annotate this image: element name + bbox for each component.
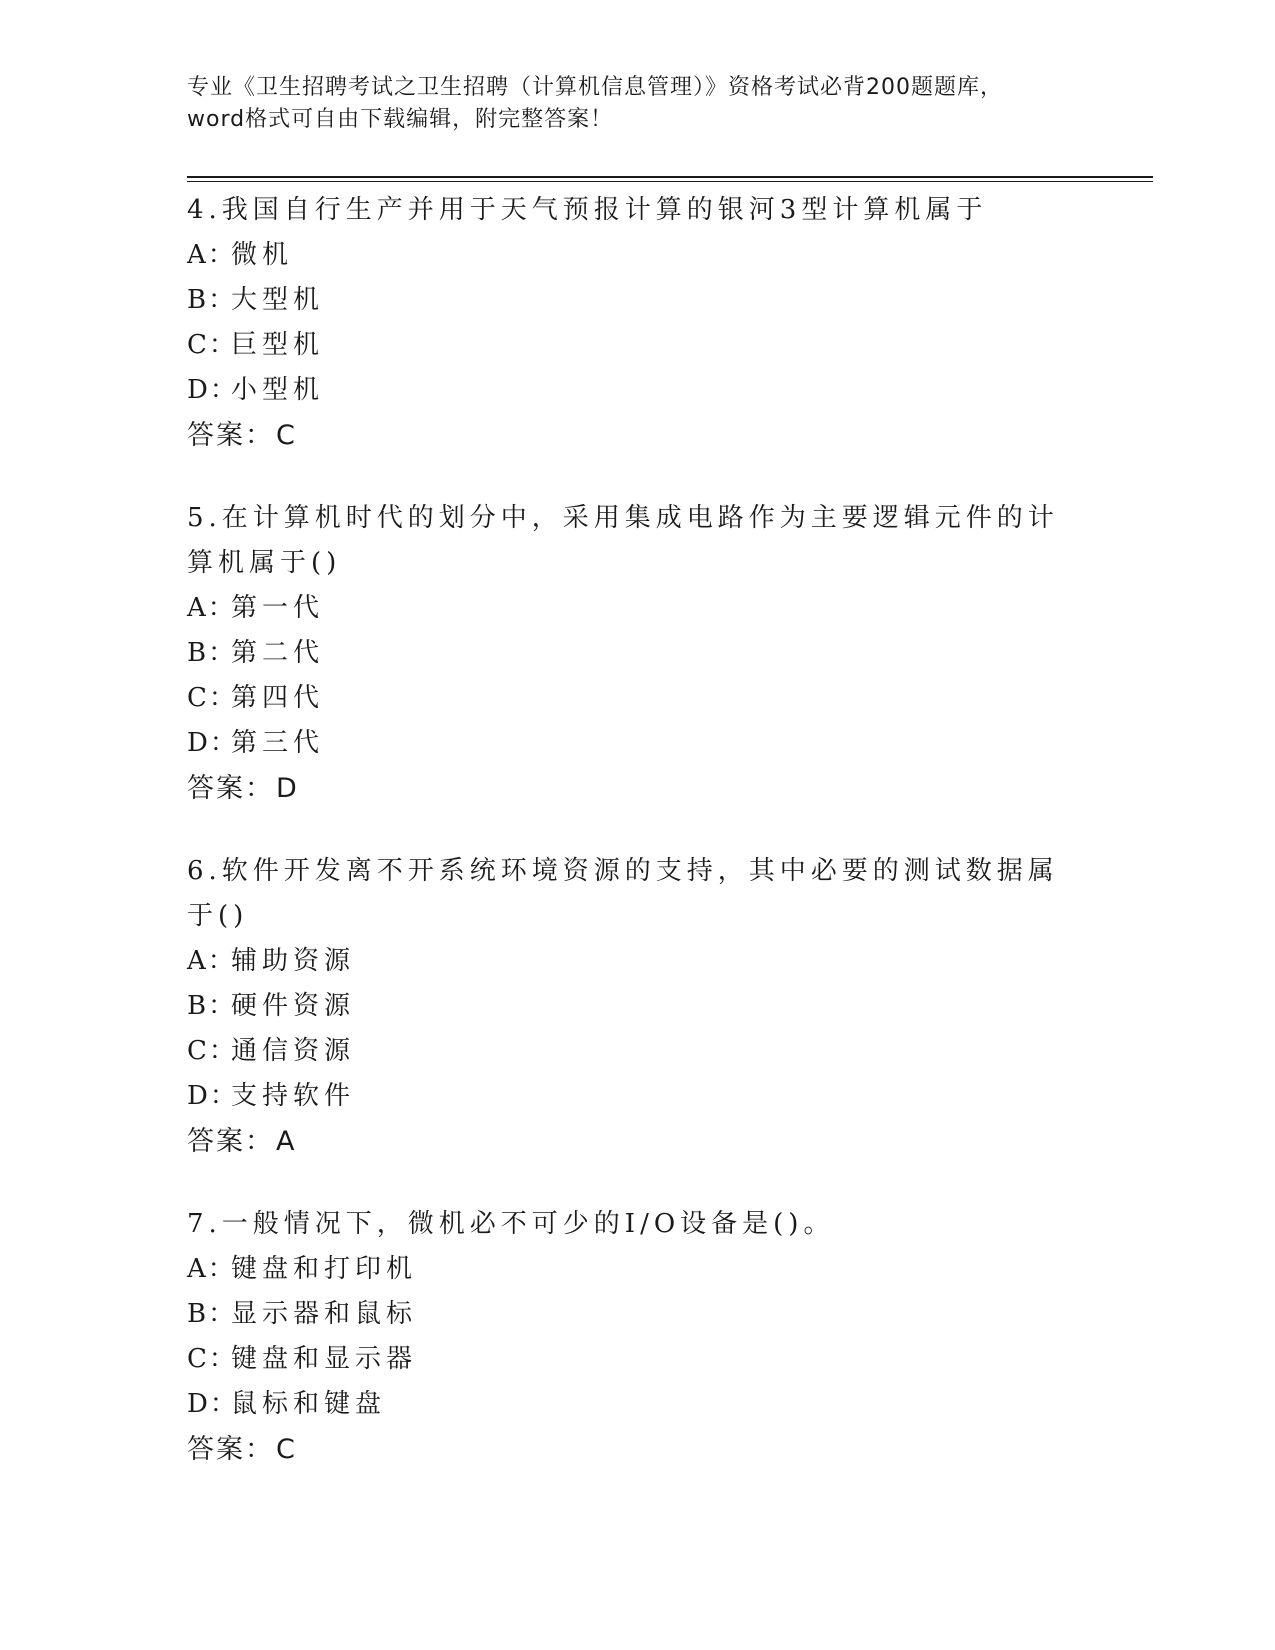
option-text: 通信资源 (231, 1036, 356, 1066)
option-text: 微机 (231, 240, 294, 270)
option-b (187, 984, 1087, 1029)
option-text: 辅助资源 (231, 946, 356, 976)
question-text: 4.我国自行生产并用于天气预报计算的银河3型计算机属于 (187, 195, 988, 225)
option-a (187, 233, 1087, 278)
option-d (187, 368, 1087, 413)
option-a (187, 939, 1087, 984)
option-letter: C： (187, 683, 237, 713)
answer-value: A (276, 1126, 297, 1157)
option-text: 第二代 (231, 638, 325, 668)
question-6 (187, 849, 1087, 1164)
header-line-2: word格式可自由下载编辑，附完整答案！ (187, 107, 614, 132)
option-text: 显示器和鼠标 (231, 1299, 418, 1329)
option-letter: A： (187, 240, 236, 270)
option-b (187, 1292, 1087, 1337)
question-5 (187, 496, 1087, 811)
option-letter: D： (187, 1081, 238, 1111)
option-text: 第三代 (231, 728, 325, 758)
header-line-1: 专业《卫生招聘考试之卫生招聘（计算机信息管理）》资格考试必背200题题库， (187, 75, 1003, 100)
answer-line (187, 1119, 1087, 1164)
option-c (187, 323, 1087, 368)
question-text: 7.一般情况下，微机必不可少的I/O设备是()。 (187, 1209, 835, 1239)
header-divider-thick (187, 176, 1153, 178)
answer-value: D (276, 773, 299, 804)
option-text: 第一代 (231, 593, 325, 623)
option-a (187, 586, 1087, 631)
option-a (187, 1247, 1087, 1292)
option-letter: D： (187, 375, 238, 405)
option-letter: C： (187, 1344, 237, 1374)
option-b (187, 631, 1087, 676)
option-text: 键盘和显示器 (231, 1344, 418, 1374)
option-text: 小型机 (231, 375, 325, 405)
answer-line (187, 766, 1087, 811)
option-c (187, 676, 1087, 721)
option-text: 键盘和打印机 (231, 1254, 418, 1284)
option-d (187, 1382, 1087, 1427)
option-text: 鼠标和键盘 (231, 1389, 387, 1419)
option-text: 大型机 (231, 285, 325, 315)
option-b (187, 278, 1087, 323)
option-d (187, 721, 1087, 766)
answer-label: 答案： (187, 1126, 274, 1157)
question-list (187, 188, 1087, 1510)
answer-label: 答案： (187, 773, 274, 804)
option-d (187, 1074, 1087, 1119)
answer-label: 答案： (187, 420, 274, 451)
question-text: 6.软件开发离不开系统环境资源的支持，其中必要的测试数据属于() (187, 856, 1059, 931)
answer-label: 答案： (187, 1434, 274, 1465)
question-4 (187, 188, 1087, 458)
option-letter: A： (187, 946, 236, 976)
question-text: 5.在计算机时代的划分中，采用集成电路作为主要逻辑元件的计算机属于() (187, 503, 1059, 578)
option-c (187, 1337, 1087, 1382)
option-text: 支持软件 (231, 1081, 356, 1111)
option-letter: B： (187, 1299, 237, 1329)
option-letter: C： (187, 330, 237, 360)
answer-value: C (276, 1434, 297, 1465)
document-header (187, 72, 1087, 136)
answer-value: C (276, 420, 297, 451)
header-divider-thin (187, 181, 1153, 182)
option-c (187, 1029, 1087, 1074)
question-7 (187, 1202, 1087, 1472)
option-letter: A： (187, 1254, 236, 1284)
option-text: 硬件资源 (231, 991, 356, 1021)
option-letter: D： (187, 728, 238, 758)
option-text: 第四代 (231, 683, 325, 713)
option-letter: A： (187, 593, 236, 623)
option-text: 巨型机 (231, 330, 325, 360)
answer-line (187, 413, 1087, 458)
answer-line (187, 1427, 1087, 1472)
option-letter: B： (187, 638, 237, 668)
option-letter: B： (187, 285, 237, 315)
option-letter: D： (187, 1389, 238, 1419)
option-letter: C： (187, 1036, 237, 1066)
option-letter: B： (187, 991, 237, 1021)
